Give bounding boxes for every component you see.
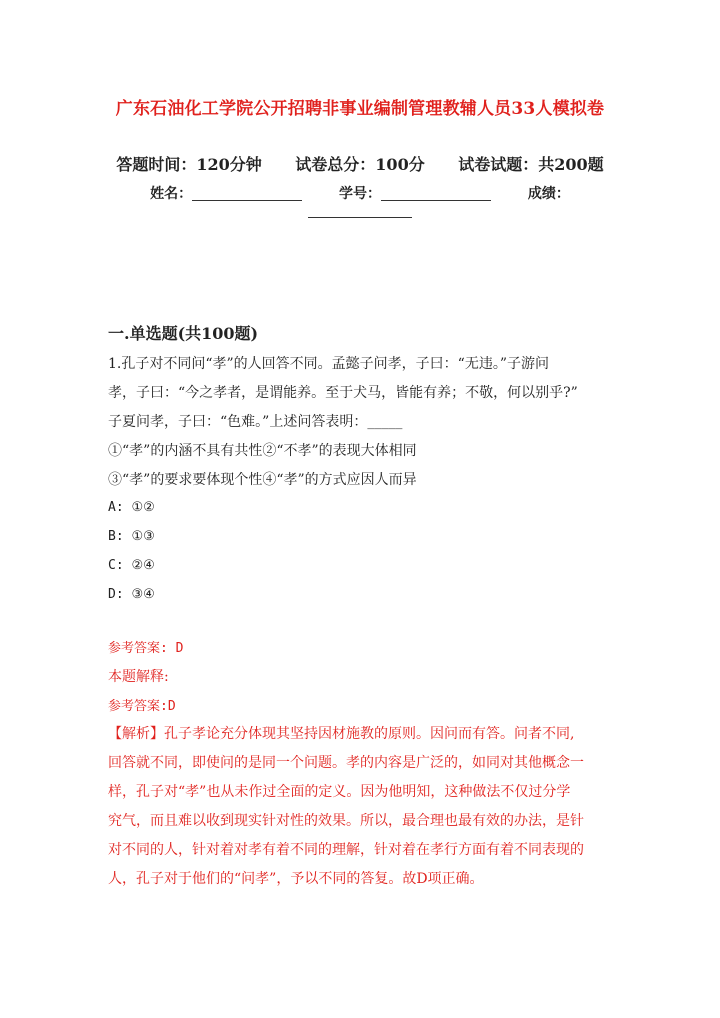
option-a[interactable]: A: ①② <box>108 500 155 515</box>
answer-block <box>108 634 608 721</box>
explanation-line: 回答就不同，即使问的是同一个问题。孝的内容是广泛的，如同对其他概念一 <box>108 755 584 771</box>
reference-answer: 参考答案: D <box>108 641 184 656</box>
explanation-line: 样，孔子对“孝”也从未作过全面的定义。因为他明知，这种做法不仅过分学 <box>108 784 571 800</box>
question-line: 1.孔子对不同问“孝”的人回答不同。孟懿子问孝，子曰：“无违。”子游问 <box>108 356 549 372</box>
student-id-label: 学号： <box>339 186 381 202</box>
question-line: 子夏问孝，子曰：“色难。”上述问答表明：_____ <box>108 414 403 430</box>
score-blank[interactable] <box>308 203 412 218</box>
explanation-label: 本题解释: <box>108 669 169 685</box>
question-line: 孝，子曰：“今之孝者，是谓能养。至于犬马，皆能有养；不敬，何以别乎?” <box>108 385 578 401</box>
student-id-blank[interactable] <box>381 186 491 201</box>
section-title: 一.单选题(共100题) <box>108 324 259 343</box>
explanation-line: 人，孔子对于他们的“问孝”，予以不同的答复。故D项正确。 <box>108 871 484 887</box>
question-statement: ③“孝”的要求要体现个性④“孝”的方式应因人而异 <box>108 472 417 488</box>
explanation-line: 【解析】孔子孝论充分体现其坚持因材施教的原则。因问而有答。问者不同, <box>108 726 575 742</box>
question-stem <box>108 350 608 495</box>
name-blank[interactable] <box>192 186 302 201</box>
option-c[interactable]: C: ②④ <box>108 558 155 573</box>
reference-answer-repeat: 参考答案:D <box>108 699 176 714</box>
exam-time: 答题时间：120分钟 <box>116 155 262 174</box>
exam-question-count: 试卷试题：共200题 <box>458 155 604 174</box>
explanation-text <box>108 720 610 894</box>
option-b[interactable]: B: ①③ <box>108 529 155 544</box>
score-label: 成绩： <box>527 186 570 202</box>
exam-title: 广东石油化工学院公开招聘非事业编制管理教辅人员33人模拟卷 <box>115 99 605 119</box>
option-d[interactable]: D: ③④ <box>108 587 155 602</box>
explanation-line: 究气，而且难以收到现实针对性的效果。所以，最合理也最有效的办法，是针 <box>108 813 584 829</box>
name-label: 姓名： <box>150 186 193 202</box>
exam-total-score: 试卷总分：100分 <box>295 155 425 174</box>
explanation-line: 对不同的人，针对着对孝有着不同的理解，针对着在孝行方面有着不同表现的 <box>108 842 584 858</box>
exam-meta <box>0 152 720 175</box>
score-blank-row <box>0 200 720 219</box>
question-statement: ①“孝”的内涵不具有共性②“不孝”的表现大体相同 <box>108 443 417 459</box>
question-options <box>108 493 608 609</box>
